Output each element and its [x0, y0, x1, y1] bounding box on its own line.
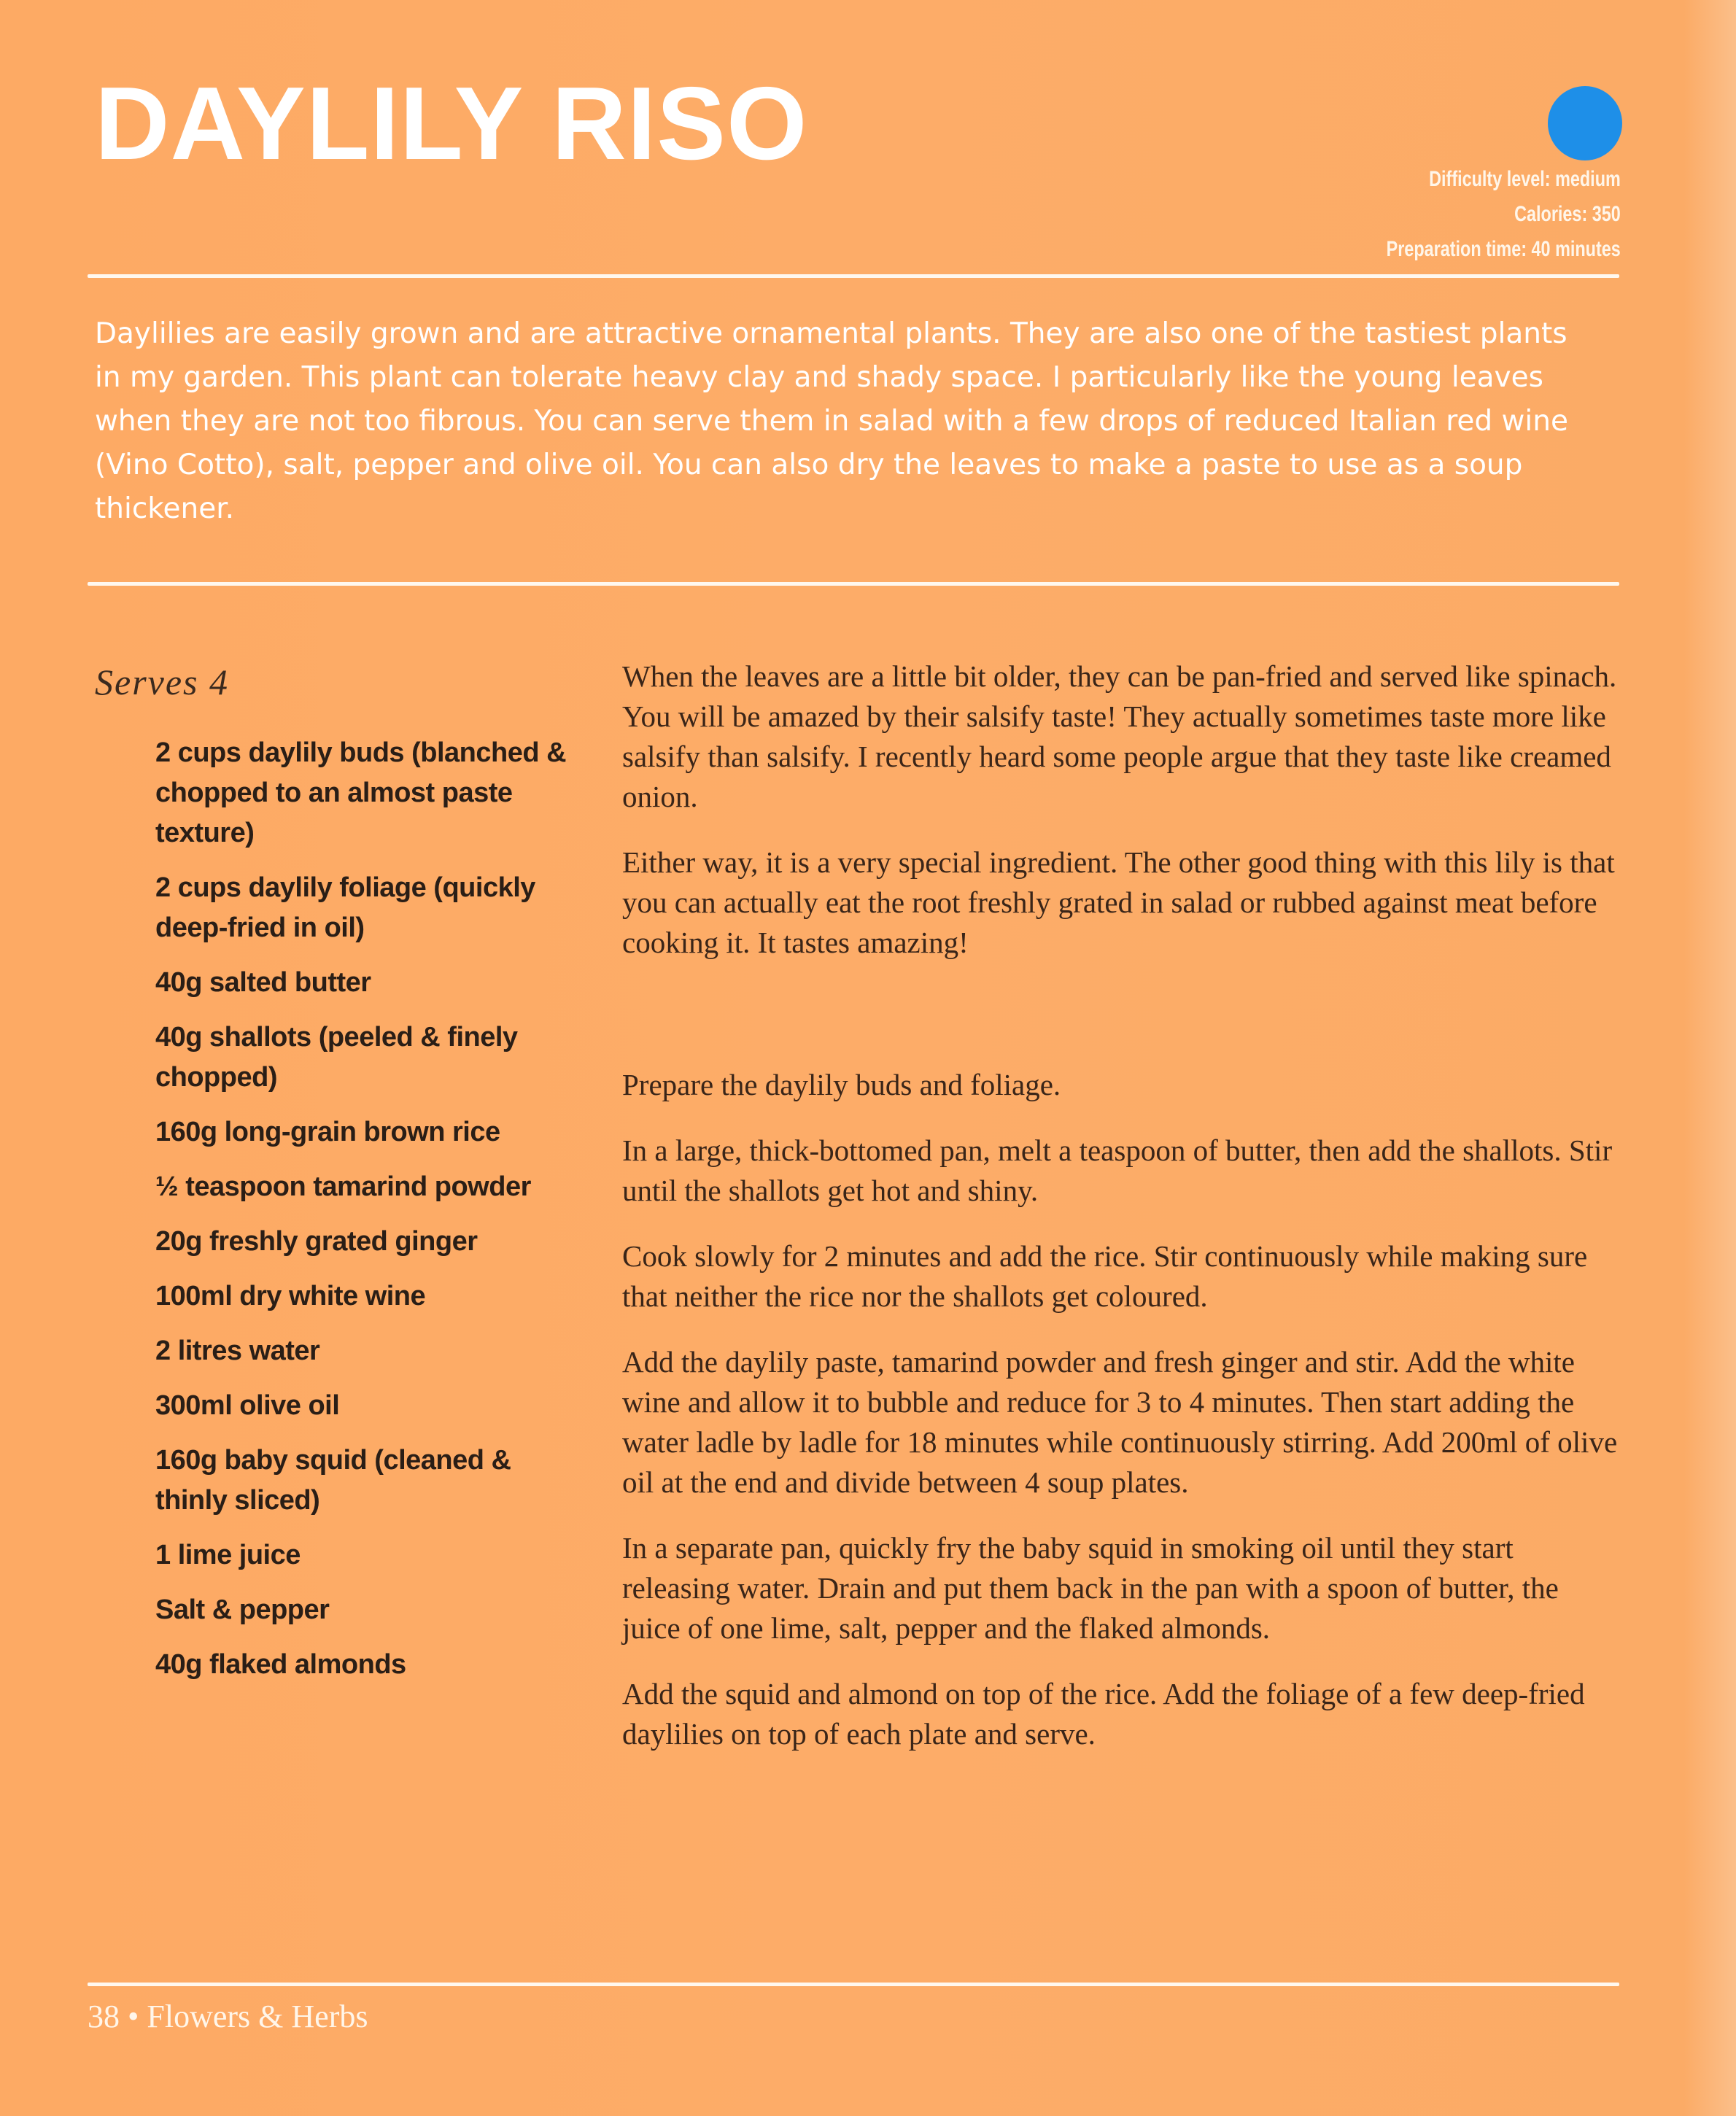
ingredient-item: 2 cups daylily buds (blanched & chopped to an almost paste texture)	[155, 737, 567, 848]
note-paragraph: Either way, it is a very special ingredient. The other good thing with this lily is that you can actually eat the root freshly grated in salad or rubbed against meat before cooking it. It tastes amazing!	[622, 845, 1615, 959]
method-step: Add the daylily paste, tamarind powder and fresh ginger and stir. Add the white wine and allow it to bubble and reduce for 3 to 4 minutes. Then start adding the water ladle by ladle for 18 minutes while continuously stirring. Add 200ml of olive oil at the end and divide between 4 soup plates.	[622, 1345, 1618, 1499]
recipe-meta	[1387, 162, 1621, 267]
ingredient-item: 1 lime juice	[155, 1540, 301, 1570]
ingredient-item: 40g salted butter	[155, 967, 371, 998]
ingredient-item: 20g freshly grated ginger	[155, 1226, 478, 1257]
ingredient-item: 40g shallots (peeled & finely chopped)	[155, 1022, 518, 1093]
ingredient-item: ½ teaspoon tamarind powder	[155, 1171, 531, 1202]
note-paragraph: When the leaves are a little bit older, they can be pan-fried and served like spinach. You will be amazed by their salsify taste! They actually sometimes taste more like salsify than salsify. I recently heard some people argue that they taste like creamed onion.	[622, 659, 1617, 813]
section-spacer	[622, 988, 1621, 1065]
preparation-time: Preparation time: 40 minutes	[1386, 237, 1621, 261]
ingredient-item: 300ml olive oil	[155, 1390, 340, 1421]
method-step: Cook slowly for 2 minutes and add the rice. Stir continuously while making sure that neither the rice nor the shallots get coloured.	[622, 1239, 1588, 1313]
header-divider	[88, 274, 1619, 278]
recipe-text-column	[622, 656, 1621, 1780]
ingredient-item: 100ml dry white wine	[155, 1281, 426, 1311]
ingredients-list	[155, 733, 586, 1700]
method-step: In a separate pan, quickly fry the baby squid in smoking oil until they start releasing water. Drain and put them back in the pan with a spoon of butter, the juice of one lime, salt, pepper and the flaked almonds.	[622, 1531, 1559, 1645]
recipe-intro: Daylilies are easily grown and are attractive ornamental plants. They are also one of the tastiest plants in my garden. This plant can tolerate heavy clay and shady space. I particularly like the young leaves when they are not too fibrous. You can serve them in salad with a few drops of reduced Italian red wine (Vino Cotto), salt, pepper and olive oil. You can also dry the leaves to make a paste to use as a soup thickener.	[95, 317, 1568, 525]
method-step: In a large, thick-bottomed pan, melt a teaspoon of butter, then add the shallots. Stir until the shallots get hot and shiny.	[622, 1133, 1613, 1207]
ingredient-item: 2 cups daylily foliage (quickly deep-fried in oil)	[155, 872, 535, 943]
ingredient-item: 160g long-grain brown rice	[155, 1117, 500, 1147]
method-step: Prepare the daylily buds and foliage.	[622, 1068, 1061, 1101]
calories: Calories: 350	[1514, 202, 1621, 226]
ingredient-item: Salt & pepper	[155, 1594, 330, 1625]
method-step: Add the squid and almond on top of the rice. Add the foliage of a few deep-fried daylilies on top of each plate and serve.	[622, 1677, 1585, 1751]
ingredient-item: 40g flaked almonds	[155, 1649, 406, 1680]
difficulty-level: Difficulty level: medium	[1429, 167, 1621, 191]
serves-heading: Serves 4	[95, 662, 229, 702]
page-footer: 38 • Flowers & Herbs	[88, 1999, 368, 2034]
difficulty-badge-icon	[1548, 86, 1622, 160]
ingredient-item: 2 litres water	[155, 1336, 320, 1366]
footer-divider	[88, 1983, 1619, 1986]
ingredient-item: 160g baby squid (cleaned & thinly sliced)	[155, 1445, 511, 1516]
intro-divider	[88, 582, 1619, 586]
recipe-title: DAYLILY RISO	[95, 66, 808, 182]
